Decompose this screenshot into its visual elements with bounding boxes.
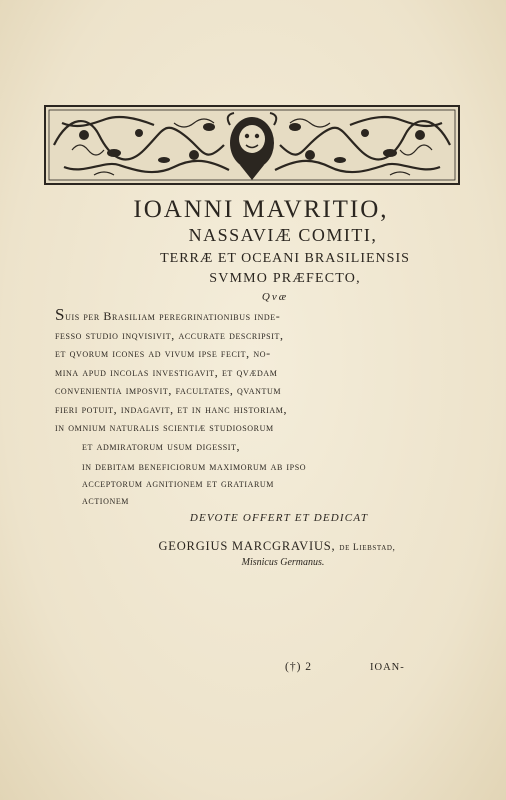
- qvae-heading: Qvæ: [261, 291, 289, 303]
- author-nationality: Misnicus Germanus.: [241, 557, 325, 568]
- author-line: [0, 539, 506, 554]
- paragraph-line: in debitam beneficiorum maximorum ab ipso: [82, 461, 307, 473]
- paragraph-line: convenientia imposvit, facultates, qvantum: [55, 383, 282, 397]
- acknowledgment-paragraph: [55, 459, 450, 510]
- author-name: GEORGIUS MARCGRAVIUS,: [158, 539, 336, 553]
- dedicatee-office: TERRÆ ET OCEANI BRASILIENSIS: [160, 251, 410, 266]
- paragraph-line: mina apud incolas investigavit, et qvædam: [55, 364, 278, 379]
- dedication-paragraph: [55, 306, 450, 455]
- devote-line: DEVOTE OFFERT ET DEDICAT: [189, 512, 369, 524]
- paragraph-line: actionem: [82, 495, 130, 507]
- paragraph-line: acceptorum agnitionem et gratiarum: [82, 478, 274, 490]
- headpiece-ornament: [44, 105, 460, 185]
- signature-mark: (†) 2: [285, 661, 313, 673]
- dedicatee-rank: SVMMO PRÆFECTO,: [209, 271, 361, 286]
- paragraph-line: et qvorum icones ad vivum ipse fecit, no-: [55, 346, 271, 360]
- dedicatee-title: NASSAVIÆ COMITI,: [188, 225, 378, 245]
- dedicatee-name: IOANNI MAVRITIO,: [133, 196, 389, 223]
- paragraph-line: fesso studio inqvisivit, accurate descripsit,: [55, 327, 284, 342]
- catchword: IOAN-: [370, 662, 405, 673]
- paragraph-line: in omnium naturalis scientiæ studiosorum: [55, 420, 274, 434]
- paragraph-line: Suis per Brasiliam peregrinationibus inde-: [55, 305, 281, 324]
- paragraph-line: fieri potuit, indagavit, et in hanc historiam,: [55, 401, 288, 416]
- paragraph-line: et admiratorum usum digessit,: [82, 438, 241, 453]
- author-origin: de Liebstad,: [339, 543, 396, 553]
